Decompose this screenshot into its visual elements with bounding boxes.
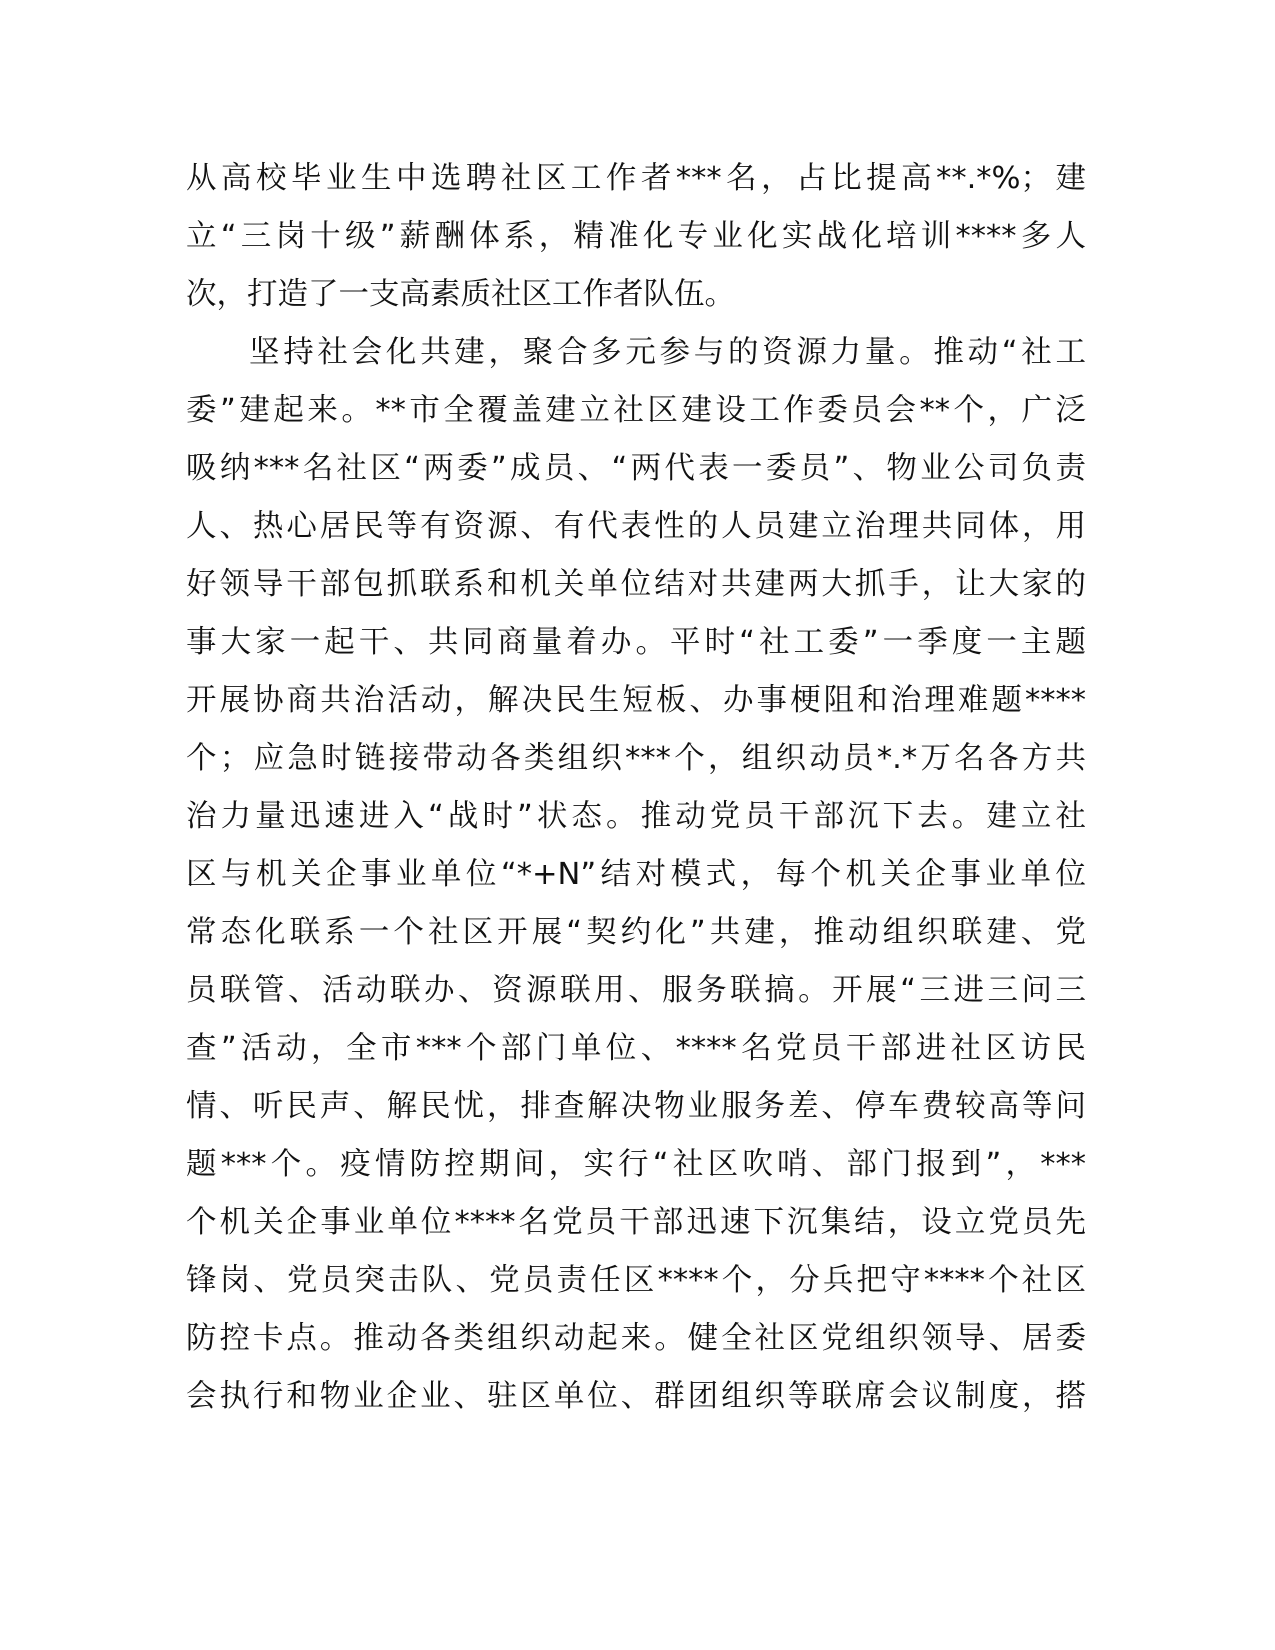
text-line: 常态化联系一个社区开展“契约化”共建，推动组织联建、党 (186, 915, 1086, 950)
text-line: 事大家一起干、共同商量着办。平时“社工委”一季度一主题 (186, 625, 1086, 660)
text-line: 个机关企事业单位****名党员干部迅速下沉集结，设立党员先 (186, 1205, 1086, 1240)
text-line: 人、热心居民等有资源、有代表性的人员建立治理共同体，用 (186, 509, 1086, 544)
text-line: 个；应急时链接带动各类组织***个，组织动员*.*万名各方共 (186, 741, 1086, 776)
text-line: 好领导干部包抓联系和机关单位结对共建两大抓手，让大家的 (186, 567, 1086, 602)
text-line: 吸纳***名社区“两委”成员、“两代表一委员”、物业公司负责 (186, 451, 1086, 486)
text-line: 情、听民声、解民忧，排查解决物业服务差、停车费较高等问 (186, 1089, 1086, 1124)
text-line: 开展协商共治活动，解决民生短板、办事梗阻和治理难题**** (186, 683, 1086, 718)
text-line: 查”活动，全市***个部门单位、****名党员干部进社区访民 (186, 1031, 1086, 1066)
text-line: 题***个。疫情防控期间，实行“社区吹哨、部门报到”，*** (186, 1147, 1086, 1182)
text-line: 防控卡点。推动各类组织动起来。健全社区党组织领导、居委 (186, 1321, 1086, 1356)
text-line: 从高校毕业生中选聘社区工作者***名，占比提高**.*%；建 (186, 161, 1086, 196)
text-line: 次，打造了一支高素质社区工作者队伍。 (186, 277, 735, 312)
text-line: 治力量迅速进入“战时”状态。推动党员干部沉下去。建立社 (186, 799, 1086, 834)
text-line: 员联管、活动联办、资源联用、服务联搞。开展“三进三问三 (186, 973, 1086, 1008)
text-line: 会执行和物业企业、驻区单位、群团组织等联席会议制度，搭 (186, 1379, 1086, 1414)
paragraph-2 (186, 324, 1086, 1426)
text-line: 立“三岗十级”薪酬体系，精准化专业化实战化培训****多人 (186, 219, 1086, 254)
text-line: 委”建起来。**市全覆盖建立社区建设工作委员会**个，广泛 (186, 393, 1086, 428)
text-line: 坚持社会化共建，聚合多元参与的资源力量。推动“社工 (249, 335, 1086, 370)
paragraph-1 (186, 150, 1086, 324)
text-line: 区与机关企事业单位“*+N”结对模式，每个机关企事业单位 (186, 857, 1086, 892)
document-body (186, 150, 1086, 1426)
text-line: 锋岗、党员突击队、党员责任区****个，分兵把守****个社区 (186, 1263, 1086, 1298)
